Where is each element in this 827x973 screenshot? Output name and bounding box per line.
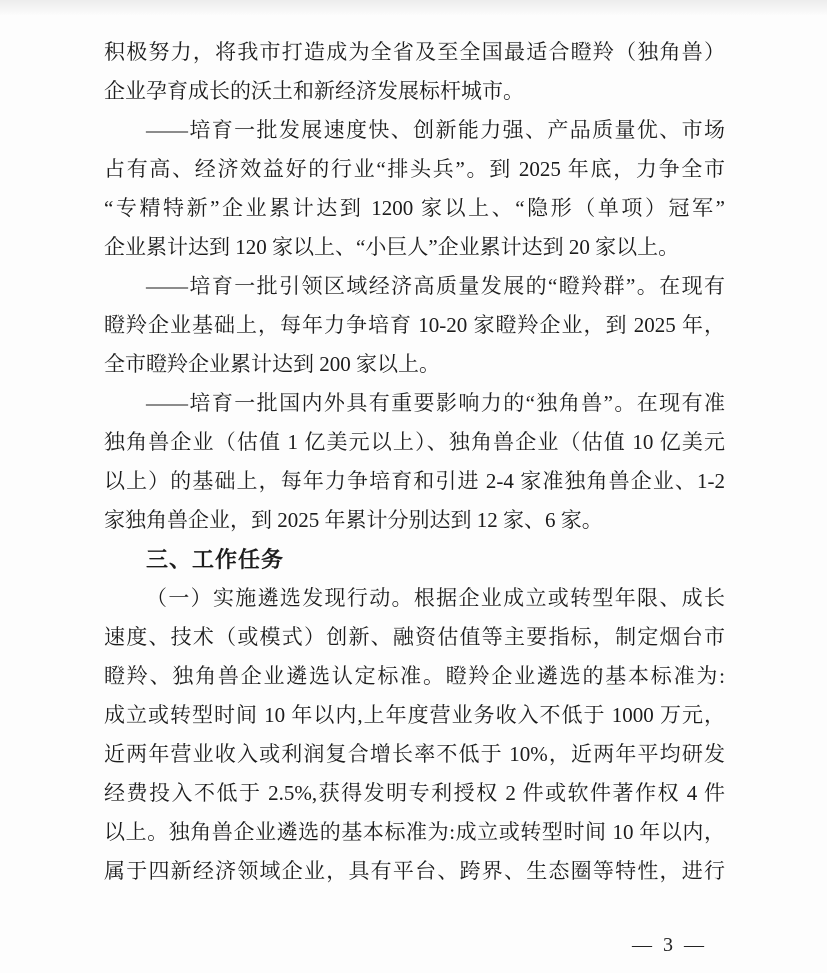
text-line: 企业累计达到 120 家以上、“小巨人”企业累计达到 20 家以上。 — [104, 235, 680, 259]
document-body — [104, 33, 725, 891]
scan-shadow — [0, 0, 827, 16]
text-line: ——培育一批国内外具有重要影响力的“独角兽”。在现有准 — [146, 391, 725, 415]
text-line: 以上。独角兽企业遴选的基本标准为:成立或转型时间 10 年以内， — [104, 820, 725, 844]
text-line: ——培育一批引领区域经济高质量发展的“瞪羚群”。在现有 — [146, 274, 725, 298]
text-line: 积极努力，将我市打造成为全省及至全国最适合瞪羚（独角兽） — [104, 40, 725, 64]
text-line: ——培育一批发展速度快、创新能力强、产品质量优、市场 — [146, 118, 725, 142]
text-line: 经费投入不低于 2.5%,获得发明专利授权 2 件或软件著作权 4 件 — [104, 781, 725, 805]
text-line: 独角兽企业（估值 1 亿美元以上）、独角兽企业（估值 10 亿美元 — [104, 430, 725, 454]
text-line: 属于四新经济领域企业，具有平台、跨界、生态圈等特性，进行 — [104, 859, 725, 883]
text-line: 速度、技术（或模式）创新、融资估值等主要指标，制定烟台市 — [104, 625, 725, 649]
text-line: 以上）的基础上，每年力争培育和引进 2-4 家准独角兽企业、1-2 — [104, 469, 725, 493]
section-heading: 三、工作任务 — [146, 547, 285, 572]
text-line: （一）实施遴选发现行动。根据企业成立或转型年限、成长 — [146, 586, 725, 610]
text-line: 企业孕育成长的沃土和新经济发展标杆城市。 — [104, 79, 524, 103]
text-line: “专精特新”企业累计达到 1200 家以上、“隐形（单项）冠军” — [104, 196, 725, 220]
text-line: 成立或转型时间 10 年以内,上年度营业务收入不低于 1000 万元， — [104, 703, 725, 727]
text-line: 瞪羚企业基础上，每年力争培育 10-20 家瞪羚企业，到 2025 年， — [104, 313, 725, 337]
text-line: 家独角兽企业，到 2025 年累计分别达到 12 家、6 家。 — [104, 508, 603, 532]
page-number: — 3 — — [632, 934, 707, 956]
text-line: 占有高、经济效益好的行业“排头兵”。到 2025 年底，力争全市 — [104, 157, 725, 181]
text-line: 全市瞪羚企业累计达到 200 家以上。 — [104, 352, 440, 376]
text-line: 瞪羚、独角兽企业遴选认定标准。瞪羚企业遴选的基本标准为: — [104, 664, 725, 688]
text-line: 近两年营业收入或利润复合增长率不低于 10%，近两年平均研发 — [104, 742, 725, 766]
